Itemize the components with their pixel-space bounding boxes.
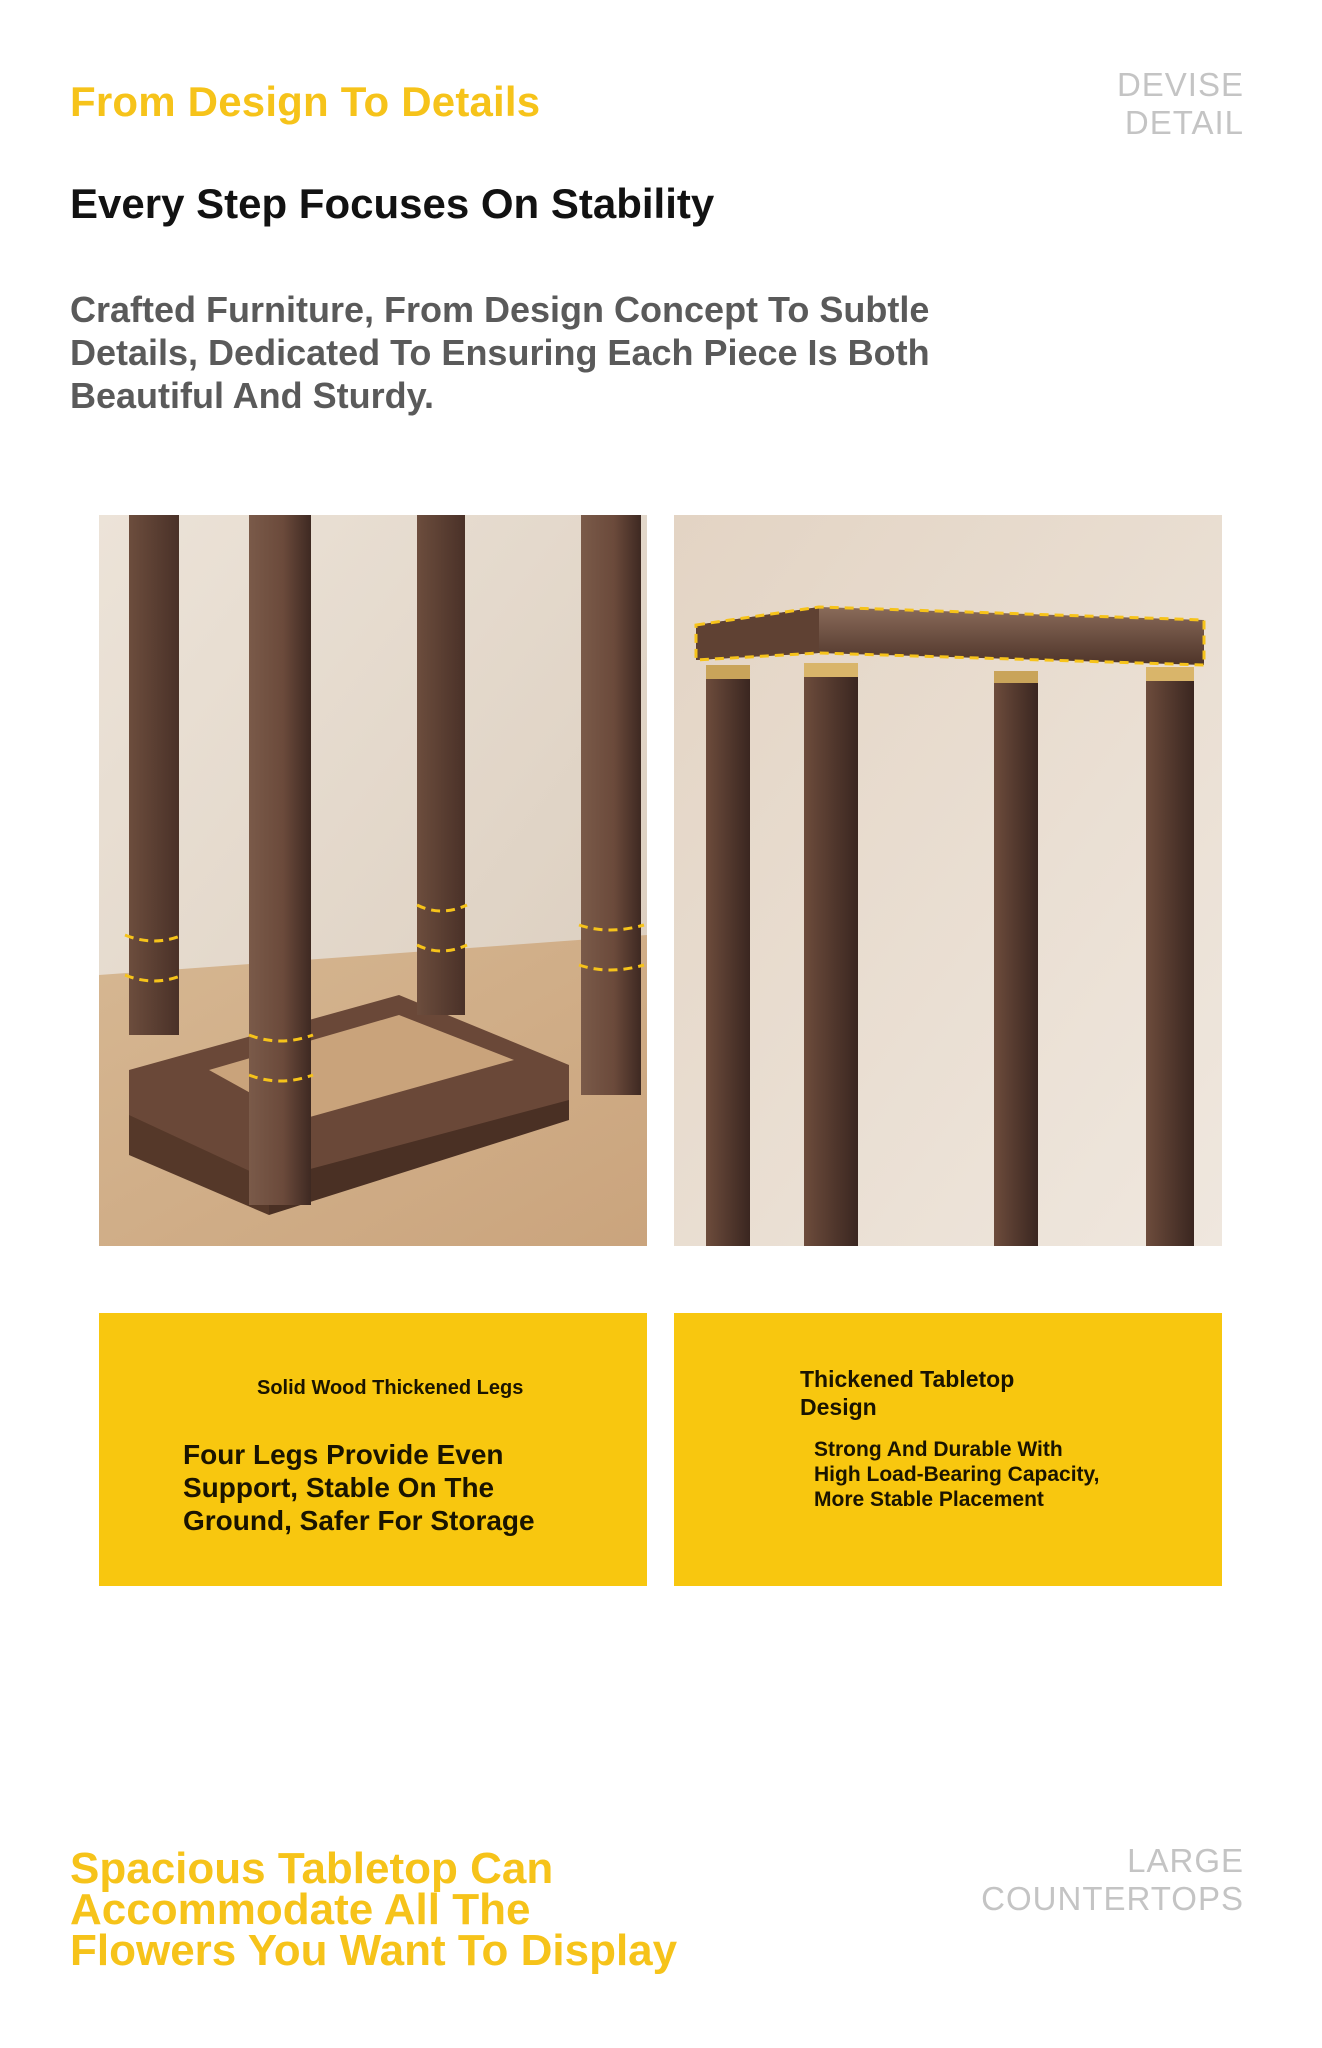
- section-headline: Every Step Focuses On Stability: [70, 180, 715, 227]
- legs-photo: [99, 515, 647, 1246]
- headline-line3: Flowers You Want To Display: [70, 1926, 678, 1975]
- side-label-line1: LARGE: [1127, 1842, 1244, 1879]
- devise-detail-label: [1117, 66, 1244, 142]
- large-countertops-label: [981, 1842, 1244, 1918]
- headline-line2: Accommodate All The: [70, 1885, 531, 1934]
- tabletop-photo: [674, 515, 1222, 1246]
- card-title: Thickened Tabletop Design: [800, 1366, 1015, 1420]
- tabletop-info-card: [674, 1313, 1222, 1586]
- section-lead: Crafted Furniture, From Design Concept To Subtle Details, Dedicated To Ensuring Each Piece Is Both Beautiful And Sturdy.: [70, 289, 930, 416]
- section-kicker: From Design To Details: [70, 78, 541, 125]
- side-label-line1: DEVISE: [1116, 66, 1244, 103]
- countertop-headline: [70, 1844, 830, 1975]
- legs-info-card: [99, 1313, 647, 1586]
- card-body: Strong And Durable With High Load-Bearing Capacity, More Stable Placement: [814, 1438, 1100, 1511]
- card-title: Solid Wood Thickened Legs: [257, 1377, 524, 1399]
- headline-line1: Spacious Tabletop Can: [70, 1844, 554, 1893]
- side-label-line2: COUNTERTOPS: [981, 1880, 1244, 1917]
- side-label-line2: DETAIL: [1124, 104, 1244, 141]
- card-body: Four Legs Provide Even Support, Stable On The Ground, Safer For Storage: [183, 1439, 535, 1536]
